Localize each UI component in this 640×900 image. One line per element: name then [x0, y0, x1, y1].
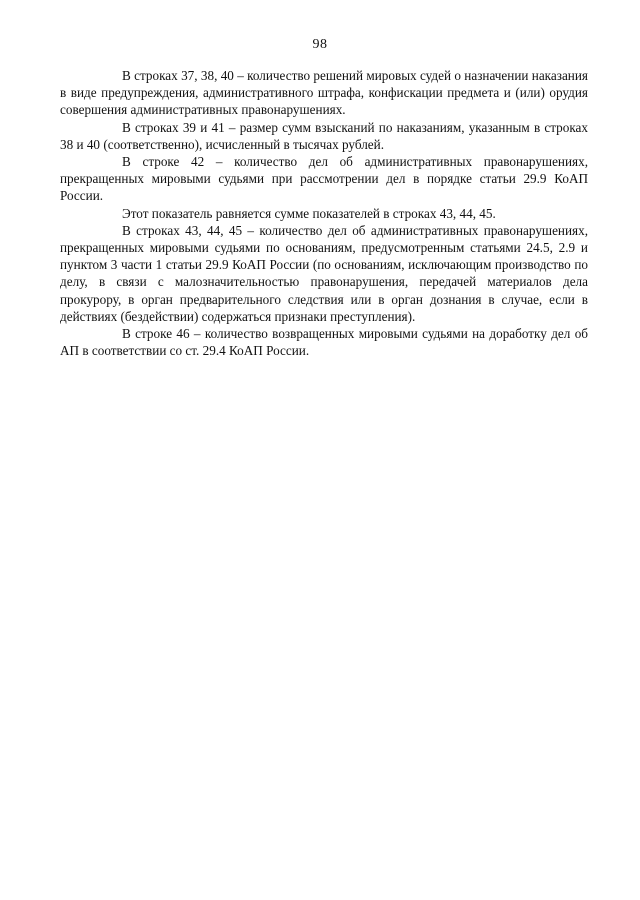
paragraph-row-42: В строке 42 – количество дел об административных правонарушениях, прекращенных мировыми судьями при рассмотрении дел в порядке статьи 29.9 КоАП России. — [60, 154, 588, 204]
paragraph-row-46: В строке 46 – количество возвращенных мировыми судьями на доработку дел об АП в соответствии со ст. 29.4 КоАП России. — [60, 326, 588, 359]
document-body — [60, 67, 588, 359]
paragraph-rows-37-38-40: В строках 37, 38, 40 – количество решений мировых судей о назначении наказания в виде предупреждения, административного штрафа, конфискации предмета и (или) орудия совершения административных правонарушениях. — [60, 68, 588, 118]
paragraph-sum-note: Этот показатель равняется сумме показателей в строках 43, 44, 45. — [122, 205, 496, 221]
paragraph-rows-39-41: В строках 39 и 41 – размер сумм взысканий по наказаниям, указанным в строках 38 и 40 (соответственно), исчисленный в тысячах рублей. — [60, 119, 588, 152]
paragraph-rows-43-44-45: В строках 43, 44, 45 – количество дел об административных правонарушениях, прекращенных мировыми судьями по основаниям, предусмотренным статьями 24.5, 2.9 и пунктом 3 части 1 статьи 29.9 КоАП России (по основаниям, исключающим производство по делу, в связи с малозначительностью правонарушения, передачей материалов дела прокурору, в орган предварительного следствия или в орган дознания в случае, если в действиях (бездействии) содержаться признаки преступления). — [60, 222, 588, 324]
page-number: 98 — [312, 37, 328, 52]
